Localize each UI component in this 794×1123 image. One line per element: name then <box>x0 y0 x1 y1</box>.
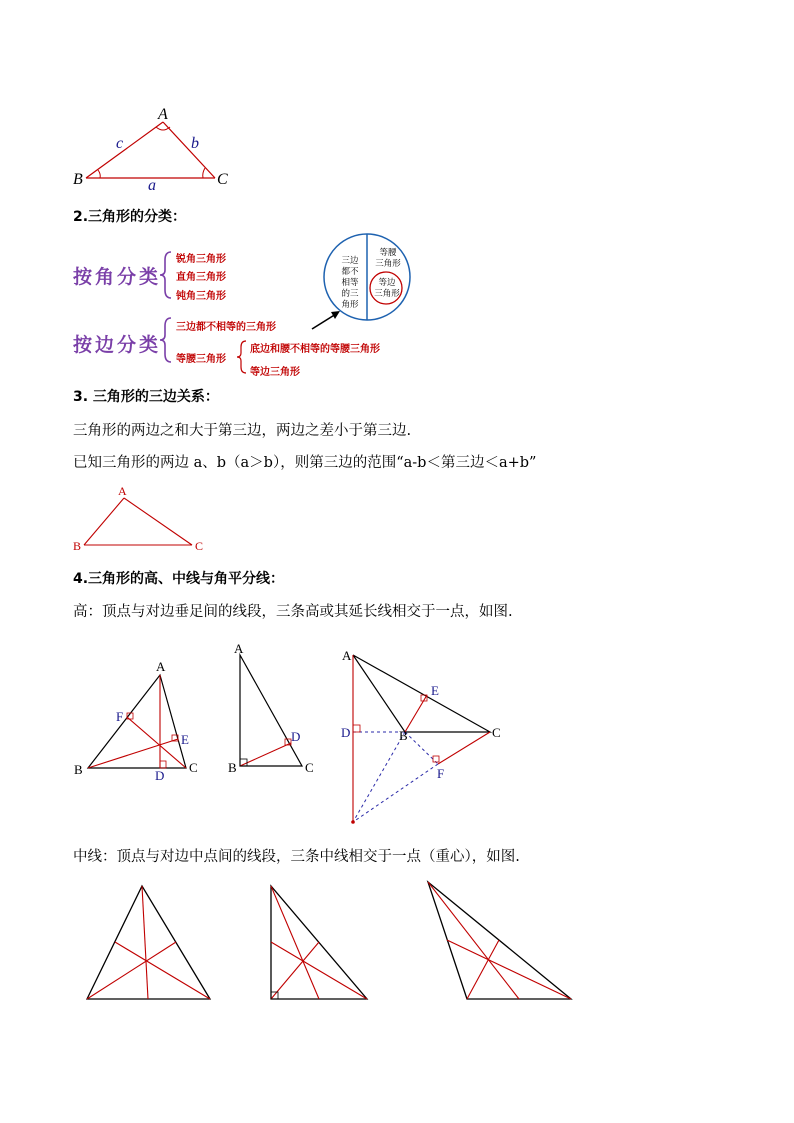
vertex-label-c: C <box>217 171 228 188</box>
alt2-label-a: A <box>234 641 244 656</box>
median-figure-right <box>265 880 375 1005</box>
altitude-figure-acute <box>70 655 210 785</box>
fig2-label-a: A <box>118 484 127 498</box>
alt1-label-e: E <box>181 732 189 747</box>
angle-arc-b <box>98 170 100 178</box>
alt3-label-d: D <box>341 725 351 740</box>
altitude-be <box>88 739 178 768</box>
altitude-figure-right <box>225 638 325 778</box>
alt3-label-f: F <box>437 766 445 781</box>
isosceles-sub-brace <box>236 340 248 374</box>
by-side-item-isosceles: 等腰三角形 <box>176 354 226 365</box>
alt1-label-f: F <box>116 709 124 724</box>
triangle-abc-figure <box>60 100 240 195</box>
altitude-definition: 高：顶点与对边垂足间的线段，三条高或其延长线相交于一点，如图. <box>73 604 513 620</box>
by-angle-item-acute: 锐角三角形 <box>176 254 226 265</box>
vertex-label-a: A <box>158 106 168 123</box>
median-figure-acute <box>80 880 220 1005</box>
alt1-label-b: B <box>74 762 83 777</box>
side-label-b: b <box>191 135 199 152</box>
by-side-item-scalene: 三边都不相等的三角形 <box>176 322 276 333</box>
alt2-label-d: D <box>291 729 301 744</box>
section-3-heading: 3. 三角形的三边关系： <box>73 389 219 405</box>
arrow-line <box>312 314 336 329</box>
vertex-label-b: B <box>73 171 83 188</box>
alt1-label-a: A <box>156 659 166 674</box>
median-figure-obtuse <box>420 878 580 1005</box>
alt3-label-e: E <box>431 683 439 698</box>
alt2-label-b: B <box>228 760 237 775</box>
side-b <box>163 122 215 178</box>
extension-cf <box>353 764 438 822</box>
side-c <box>86 122 163 178</box>
alt2-label-c: C <box>305 760 314 775</box>
median-definition: 中线：顶点与对边中点间的线段，三条中线相交于一点（重心），如图. <box>73 849 520 865</box>
fig2-label-b: B <box>73 539 82 553</box>
alt1-label-d: D <box>155 768 165 783</box>
by-angle-brace <box>158 250 174 300</box>
angle-arc-c <box>203 168 205 178</box>
arrow-head <box>331 311 340 319</box>
side-label-c: c <box>116 135 124 152</box>
extension-be <box>353 732 405 822</box>
alt3-label-b: B <box>399 728 408 743</box>
side-label-a: a <box>148 177 156 194</box>
alt3-label-c: C <box>492 725 501 740</box>
isosceles-sub-item-equilateral: 等边三角形 <box>250 367 300 378</box>
triangle-figure-2 <box>70 480 210 555</box>
section-3-line-1: 三角形的两边之和大于第三边，两边之差小于第三边. <box>73 423 412 439</box>
alt1-label-c: C <box>189 760 198 775</box>
fig2-label-c: C <box>195 539 204 553</box>
circle-inner-text: 等边 三角形 <box>374 278 400 299</box>
alt3-label-a: A <box>342 648 352 663</box>
altitude-be <box>405 695 427 732</box>
isosceles-sub-item-general: 底边和腰不相等的等腰三角形 <box>250 344 380 355</box>
by-side-title: 按边分类 <box>73 334 162 356</box>
circle-left-text: 三边 都不 相等 的三 角形 <box>341 256 359 310</box>
altitude-figure-obtuse <box>335 640 515 835</box>
section-3-line-2: 已知三角形的两边 a、b（a＞b），则第三边的范围“a-b＜第三边＜a+b” <box>73 455 537 471</box>
by-angle-item-obtuse: 钝角三角形 <box>176 291 226 302</box>
by-angle-title: 按角分类 <box>73 266 162 288</box>
altitude-bd <box>240 743 291 766</box>
section-4-heading: 4.三角形的高、中线与角平分线： <box>73 571 285 587</box>
by-angle-item-right: 直角三角形 <box>176 272 226 283</box>
by-side-brace <box>158 316 174 364</box>
circle-right-top-text: 等腰 三角形 <box>375 248 401 269</box>
section-2-heading: 2.三角形的分类： <box>73 209 187 225</box>
altitude-cf <box>127 717 186 768</box>
altitude-cf <box>438 732 490 764</box>
